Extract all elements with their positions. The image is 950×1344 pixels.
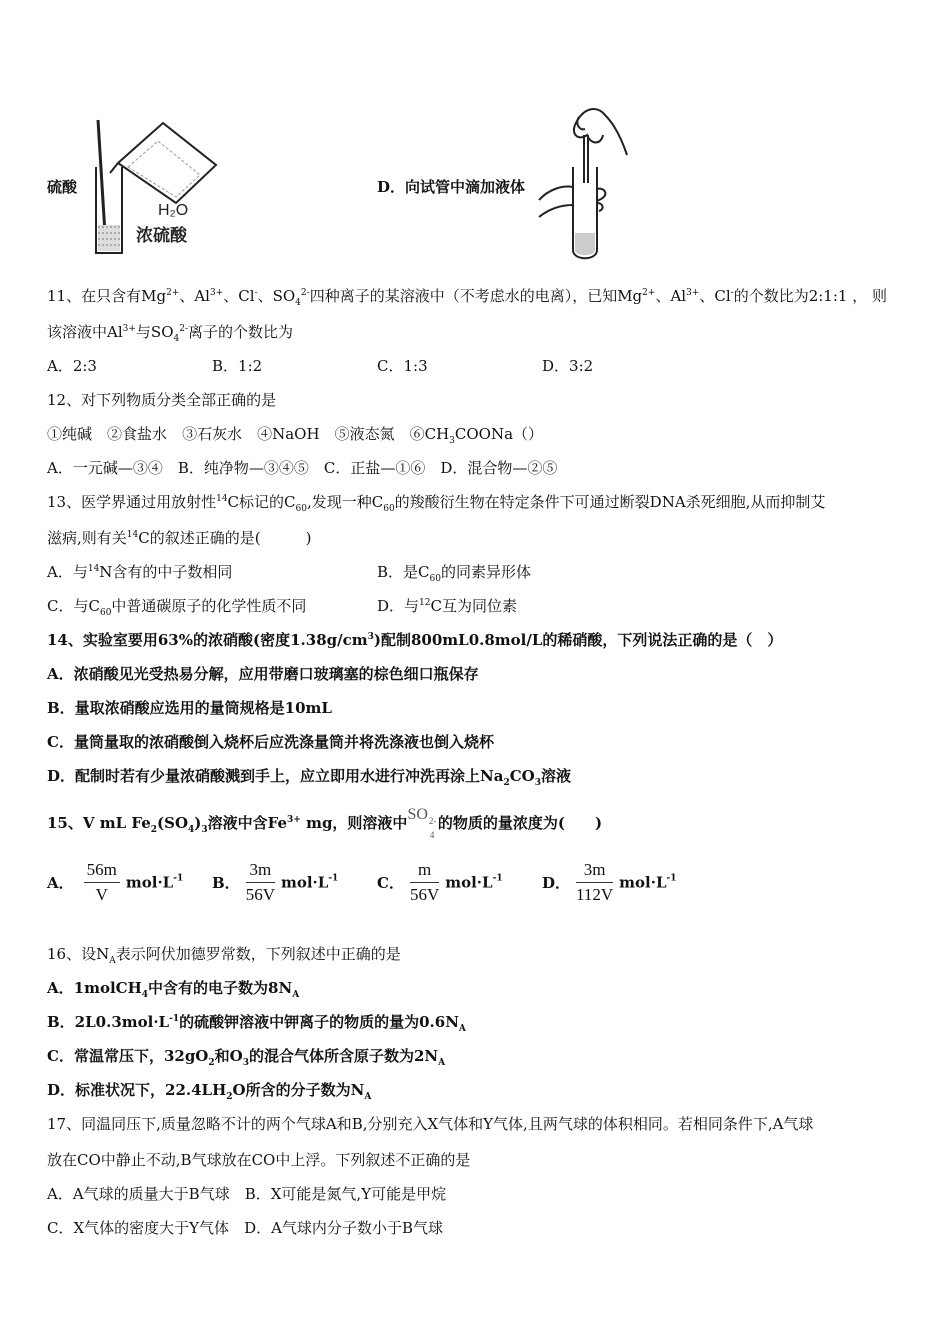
q17-options-ab: A．A气球的质量大于B气球 B．X可能是氮气,Y可能是甲烷 bbox=[47, 1185, 447, 1203]
q11-stem-line2: 该溶液中$Al^{3+}$与$SO_4^{2-}$离子的个数比为 bbox=[47, 323, 294, 344]
q12-stem: 12、对下列物质分类全部正确的是 bbox=[47, 391, 277, 409]
q17-stem-line1: 17、同温同压下,质量忽略不计的两个气球A和B,分别充入X气体和Y气体,且两气球的体积相同。若相同条件下,A气球 bbox=[47, 1115, 814, 1133]
q11-option-d: D．3:2 bbox=[542, 357, 594, 375]
q13-stem-line2: 滋病,则有关$^{14}$C的叙述正确的是( ) bbox=[47, 529, 312, 547]
q11-option-b: B．1:2 bbox=[212, 357, 263, 375]
q14-stem: 14、实验室要用63%的浓硝酸(密度$1.38g/cm^3$)配制800mL0.8mol/L的稀硝酸，下列说法正确的是（ ） bbox=[47, 631, 783, 649]
q17-options-cd: C．X气体的密度大于Y气体 D．A气球内分子数小于B气球 bbox=[47, 1219, 443, 1237]
q10-option-d: D．向试管中滴加液体 bbox=[377, 178, 526, 196]
sulfate-ion: SO 2- 4 bbox=[407, 806, 437, 840]
q15-option-d: D． $\frac{3m}{112V}$ $mol\cdot L^{-1}$ bbox=[542, 860, 677, 904]
q14-option-b: B．量取浓硝酸应选用的量筒规格是10mL bbox=[47, 699, 332, 717]
q15-option-a: A． $\frac{56m}{V}$ $mol\cdot L^{-1}$ bbox=[47, 860, 184, 904]
q11-stem-line1: 11、在只含有$Mg^{2+}$、$Al^{3+}$、Cl-、$SO_4^{2-}$四种离子的某溶液中（不考虑水的电离），已知$Mg^{2+}$、$Al^{3+}$、Cl-的个数比为2:1:1 ， 则 bbox=[47, 287, 887, 308]
q13-option-d: D．与$^{12}$C互为同位素 bbox=[377, 597, 517, 615]
q15-stem: 15、V mL $Fe_2(SO_4)_3$溶液中含$Fe^{3+}$ mg，则溶液中SO 2- 4 的物质的量浓度为( ) bbox=[47, 806, 603, 840]
q17-stem-line2: 放在CO中静止不动,B气球放在CO中上浮。下列叙述不正确的是 bbox=[47, 1151, 471, 1169]
q13-option-a: A．与$^{14}$N含有的中子数相同 bbox=[47, 563, 233, 581]
q10-option-c-tail: 硫酸 bbox=[47, 178, 78, 196]
figure-dropper-test-tube bbox=[535, 105, 635, 265]
q16-option-b: B．$2L0.3mol\cdot L^{-1}$的硫酸钾溶液中钾离子的物质的量为$0.6N_A$ bbox=[47, 1013, 466, 1034]
q14-option-d: D．配制时若有少量浓硝酸溅到手上，应立即用水进行冲洗再涂上$Na_2CO_3$溶液 bbox=[47, 767, 572, 788]
q16-option-d: D．标准状况下，$22.4LH_2O$所含的分子数为$N_A$ bbox=[47, 1081, 372, 1102]
q12-options: A．一元碱—③④ B．纯净物—③④⑤ C．正盐—①⑥ D．混合物—②⑤ bbox=[47, 459, 558, 477]
q13-stem-line1: 13、医学界通过用放射性$^{14}$C标记的$C_{60}$,发现一种$C_{60}$的羧酸衍生物在特定条件下可通过断裂DNA杀死细胞,从而抑制艾 bbox=[47, 493, 826, 514]
q13-option-b: B．是$C_{60}$的同素异形体 bbox=[377, 563, 531, 584]
q16-option-c: C．常温常压下，$32gO_2$和$O_3$的混合气体所含原子数为$2N_A$ bbox=[47, 1047, 446, 1068]
q15-option-b: B． $\frac{3m}{56V}$ $mol\cdot L^{-1}$ bbox=[212, 860, 339, 904]
q12-items: ①纯碱 ②食盐水 ③石灰水 ④NaOH ⑤液态氮 $⑥CH_3COONa()$ bbox=[47, 425, 544, 446]
q16-option-a: A．1molCH$_4$中含有的电子数为$8N_A$ bbox=[47, 979, 300, 1000]
acid-label: 浓硫酸 bbox=[136, 226, 187, 245]
q14-option-c: C．量筒量取的浓硝酸倒入烧杯后应洗涤量筒并将洗涤液也倒入烧杯 bbox=[47, 733, 494, 751]
q16-stem: 16、设$N_A$表示阿伏加德罗常数，下列叙述中正确的是 bbox=[47, 945, 401, 966]
h2o-label: H₂O bbox=[158, 202, 189, 219]
q15-option-c: C． $\frac{m}{56V}$ $mol\cdot L^{-1}$ bbox=[377, 860, 503, 904]
q11-option-a: A．2:3 bbox=[47, 357, 97, 375]
q11-option-c: C．1:3 bbox=[377, 357, 428, 375]
q14-option-a: A．浓硝酸见光受热易分解，应用带磨口玻璃塞的棕色细口瓶保存 bbox=[47, 665, 479, 683]
q13-option-c: C．与$C_{60}$中普通碳原子的化学性质不同 bbox=[47, 597, 307, 618]
figure-dilution-beaker bbox=[88, 115, 238, 260]
